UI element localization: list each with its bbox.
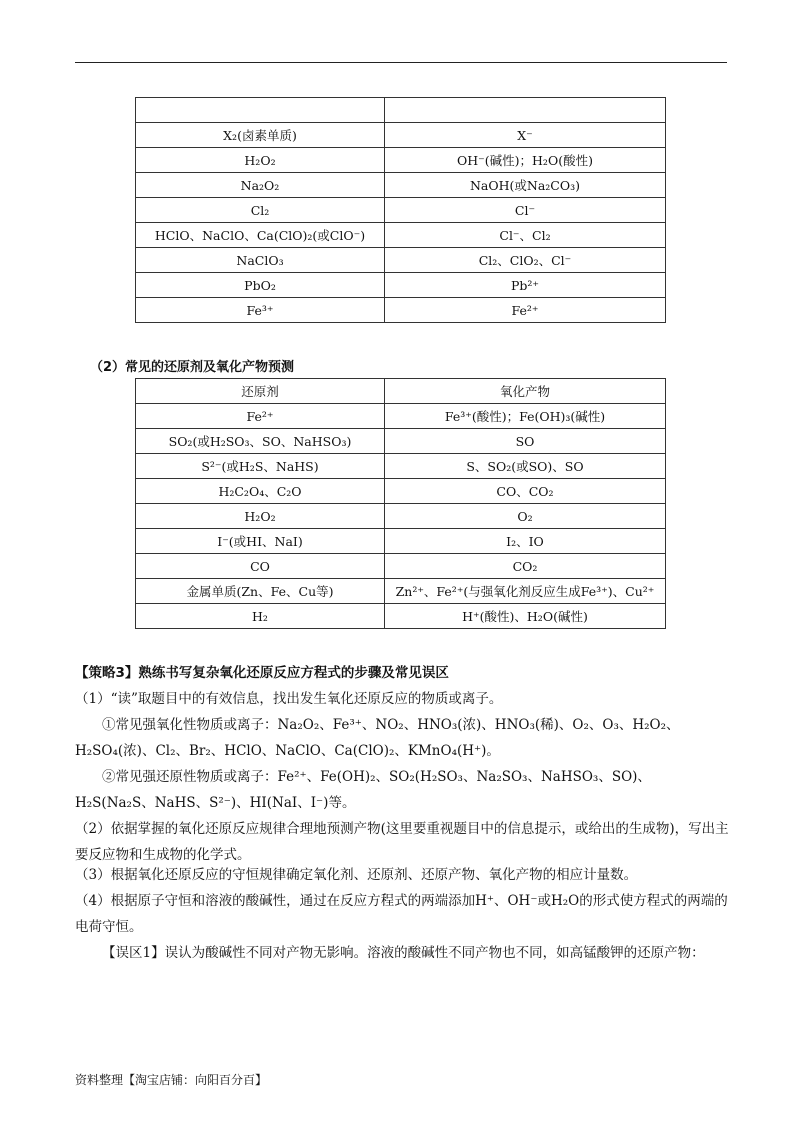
table-cell: SO	[385, 429, 666, 454]
oxidant-reduction-table	[135, 97, 666, 323]
paragraph-3: （3）根据氧化还原反应的守恒规律确定氧化剂、还原剂、还原产物、氧化产物的相应计量数。	[75, 867, 638, 883]
table-cell: CO₂	[385, 554, 666, 579]
table-cell: Cl⁻、Cl₂	[385, 223, 666, 248]
table-cell: I₂、IO	[385, 529, 666, 554]
table-cell: PbO₂	[136, 273, 385, 298]
table-cell: O₂	[385, 504, 666, 529]
table-cell: Cl⁻	[385, 198, 666, 223]
table-cell: Na₂O₂	[136, 173, 385, 198]
table-row	[136, 404, 666, 429]
table-row	[136, 248, 666, 273]
table-row	[136, 579, 666, 604]
table-cell: OH⁻(碱性)；H₂O(酸性)	[385, 148, 666, 173]
table-cell: NaOH(或Na₂CO₃)	[385, 173, 666, 198]
table-cell: Fe²⁺	[385, 298, 666, 323]
section2-title: （2）常见的还原剂及氧化产物预测	[90, 360, 295, 375]
table-cell: I⁻(或HI、NaI)	[136, 529, 385, 554]
table-cell: Fe²⁺	[136, 404, 385, 429]
paragraph-5: 【误区1】误认为酸碱性不同对产物无影响。溶液的酸碱性不同产物也不同，如高锰酸钾的还原产物：	[102, 945, 705, 961]
table-header-cell: 还原剂	[136, 379, 385, 404]
table-header-row	[136, 98, 666, 123]
strategy3-title: 【策略3】熟练书写复杂氧化还原反应方程式的步骤及常见误区	[75, 665, 449, 681]
table-row	[136, 148, 666, 173]
table-header-row	[136, 379, 666, 404]
table-cell: H₂O₂	[136, 504, 385, 529]
table-row	[136, 479, 666, 504]
table-row	[136, 173, 666, 198]
table-cell: S²⁻(或H₂S、NaHS)	[136, 454, 385, 479]
table-cell: Pb²⁺	[385, 273, 666, 298]
header-rule	[75, 62, 727, 63]
table-header-cell: 氧化产物	[385, 379, 666, 404]
table-row	[136, 273, 666, 298]
table-cell: CO、CO₂	[385, 479, 666, 504]
paragraph-1: （1）“读”取题目中的有效信息，找出发生氧化还原反应的物质或离子。	[75, 691, 503, 707]
table-row	[136, 223, 666, 248]
footer-note: 资料整理【淘宝店铺：向阳百分百】	[75, 1073, 268, 1087]
table-cell: X₂(卤素单质)	[136, 123, 385, 148]
table-cell: SO₂(或H₂SO₃、SO、NaHSO₃)	[136, 429, 385, 454]
table-row	[136, 429, 666, 454]
table-cell: H⁺(酸性)、H₂O(碱性)	[385, 604, 666, 629]
table-header-cell	[136, 98, 385, 123]
table-row	[136, 198, 666, 223]
table-row	[136, 604, 666, 629]
table-cell: H₂	[136, 604, 385, 629]
table-cell: Cl₂、ClO₂、Cl⁻	[385, 248, 666, 273]
table-cell: HClO、NaClO、Ca(ClO)₂(或ClO⁻)	[136, 223, 385, 248]
table-row	[136, 554, 666, 579]
table-cell: Fe³⁺	[136, 298, 385, 323]
table-row	[136, 123, 666, 148]
paragraph-2: （2）依据掌握的氧化还原反应规律合理地预测产物(这里要重视题目中的信息提示，或给出的生成物)，写出主要反应物和生成物的化学式。	[75, 821, 729, 863]
reductant-oxidation-table	[135, 378, 666, 629]
paragraph-1a: ①常见强氧化性物质或离子：Na₂O₂、Fe³⁺、NO₂、HNO₃(浓)、HNO₃(稀)、O₂、O₃、H₂O₂、H₂SO₄(浓)、Cl₂、Br₂、HClO、NaClO、Ca(ClO)₂、KMnO₄(H⁺)。	[75, 717, 680, 759]
table-cell: Fe³⁺(酸性)；Fe(OH)₃(碱性)	[385, 404, 666, 429]
table-row	[136, 504, 666, 529]
table-cell: Zn²⁺、Fe²⁺(与强氧化剂反应生成Fe³⁺)、Cu²⁺	[385, 579, 666, 604]
table-cell: CO	[136, 554, 385, 579]
table-row	[136, 529, 666, 554]
table-cell: X⁻	[385, 123, 666, 148]
table-cell: NaClO₃	[136, 248, 385, 273]
table-cell: Cl₂	[136, 198, 385, 223]
table-cell: 金属单质(Zn、Fe、Cu等)	[136, 579, 385, 604]
table-cell: S、SO₂(或SO)、SO	[385, 454, 666, 479]
table-header-cell	[385, 98, 666, 123]
table-row	[136, 454, 666, 479]
paragraph-1b: ②常见强还原性物质或离子：Fe²⁺、Fe(OH)₂、SO₂(H₂SO₃、Na₂SO₃、NaHSO₃、SO)、H₂S(Na₂S、NaHS、S²⁻)、HI(NaI、I⁻)等。	[75, 769, 651, 811]
table-row	[136, 298, 666, 323]
paragraph-4: （4）根据原子守恒和溶液的酸碱性，通过在反应方程式的两端添加H⁺、OH⁻或H₂O的形式使方程式的两端的电荷守恒。	[75, 893, 728, 935]
table-cell: H₂O₂	[136, 148, 385, 173]
table-cell: H₂C₂O₄、C₂O	[136, 479, 385, 504]
